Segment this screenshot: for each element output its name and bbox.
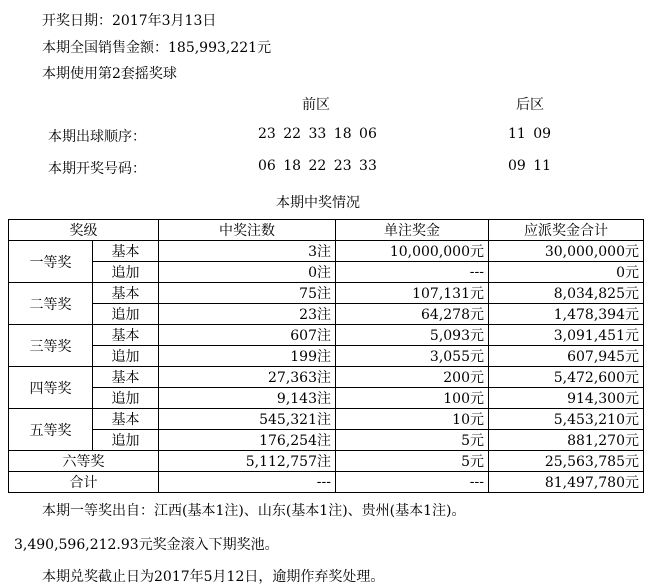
front-zone-label: 前区 — [302, 97, 330, 113]
table-row — [9, 325, 644, 346]
prize-cell: 200元 — [336, 367, 489, 388]
total-cell: 5,472,600元 — [489, 367, 644, 388]
prize-cell: 64,278元 — [336, 304, 489, 325]
sub-cell: 追加 — [93, 388, 159, 409]
ball-set: 本期使用第2套摇奖球 — [42, 66, 177, 82]
total-cell: 81,497,780元 — [489, 472, 644, 493]
header-prize: 单注奖金 — [336, 220, 489, 241]
table-row — [9, 409, 644, 430]
prize-table — [8, 219, 644, 493]
sub-cell: 基本 — [93, 409, 159, 430]
table-row-sixth — [9, 451, 644, 472]
level-cell: 合计 — [9, 472, 159, 493]
prize-cell: 5元 — [336, 451, 489, 472]
count-cell: 9,143注 — [159, 388, 336, 409]
total-cell: 30,000,000元 — [489, 241, 644, 262]
sub-cell: 追加 — [93, 430, 159, 451]
first-prize-origin: 本期一等奖出自：江西(基本1注)、山东(基本1注)、贵州(基本1注)。 — [42, 503, 466, 519]
count-cell: 607注 — [159, 325, 336, 346]
table-row — [9, 304, 644, 325]
back-zone-label: 后区 — [516, 97, 544, 113]
sub-cell: 追加 — [93, 304, 159, 325]
total-cell: 8,034,825元 — [489, 283, 644, 304]
header-level: 奖级 — [9, 220, 159, 241]
prize-cell: 10元 — [336, 409, 489, 430]
total-cell: 5,453,210元 — [489, 409, 644, 430]
count-cell: 3注 — [159, 241, 336, 262]
table-row — [9, 241, 644, 262]
table-row — [9, 430, 644, 451]
prize-cell: 3,055元 — [336, 346, 489, 367]
order-front-numbers: 23 22 33 18 06 — [258, 126, 377, 142]
table-row-sum — [9, 472, 644, 493]
count-cell: 27,363注 — [159, 367, 336, 388]
prize-cell: 5,093元 — [336, 325, 489, 346]
sales-amount: 本期全国销售金额：185,993,221元 — [42, 40, 272, 56]
count-cell: 0注 — [159, 262, 336, 283]
table-row — [9, 346, 644, 367]
sub-cell: 基本 — [93, 241, 159, 262]
table-row — [9, 262, 644, 283]
total-cell: 25,563,785元 — [489, 451, 644, 472]
table-header-row — [9, 220, 644, 241]
rollover-amount: 3,490,596,212.93元奖金滚入下期奖池。 — [14, 537, 279, 553]
total-cell: 914,300元 — [489, 388, 644, 409]
sub-cell: 追加 — [93, 262, 159, 283]
sub-cell: 追加 — [93, 346, 159, 367]
level-cell: 一等奖 — [9, 241, 93, 283]
total-cell: 1,478,394元 — [489, 304, 644, 325]
count-cell: 23注 — [159, 304, 336, 325]
level-cell: 四等奖 — [9, 367, 93, 409]
header-total: 应派奖金合计 — [489, 220, 644, 241]
table-row — [9, 367, 644, 388]
prize-cell: 107,131元 — [336, 283, 489, 304]
winning-back-numbers: 09 11 — [508, 158, 552, 174]
order-back-numbers: 11 09 — [508, 126, 552, 142]
level-cell: 五等奖 — [9, 409, 93, 451]
total-cell: 607,945元 — [489, 346, 644, 367]
total-cell: 0元 — [489, 262, 644, 283]
level-cell: 六等奖 — [9, 451, 159, 472]
prize-cell: --- — [336, 472, 489, 493]
claim-deadline: 本期兑奖截止日为2017年5月12日，逾期作弃奖处理。 — [42, 569, 385, 585]
winning-front-numbers: 06 18 22 23 33 — [258, 158, 377, 174]
count-cell: 199注 — [159, 346, 336, 367]
prize-cell: 10,000,000元 — [336, 241, 489, 262]
prize-cell: 5元 — [336, 430, 489, 451]
table-row — [9, 283, 644, 304]
count-cell: 75注 — [159, 283, 336, 304]
count-cell: 5,112,757注 — [159, 451, 336, 472]
sub-cell: 基本 — [93, 283, 159, 304]
numbers-label: 本期开奖号码： — [48, 161, 146, 177]
header-count: 中奖注数 — [159, 220, 336, 241]
level-cell: 二等奖 — [9, 283, 93, 325]
order-label: 本期出球顺序： — [48, 129, 146, 145]
section-title: 本期中奖情况 — [276, 195, 360, 211]
draw-date: 开奖日期：2017年3月13日 — [42, 13, 217, 29]
count-cell: 545,321注 — [159, 409, 336, 430]
sub-cell: 基本 — [93, 325, 159, 346]
level-cell: 三等奖 — [9, 325, 93, 367]
sub-cell: 基本 — [93, 367, 159, 388]
count-cell: 176,254注 — [159, 430, 336, 451]
prize-cell: 100元 — [336, 388, 489, 409]
total-cell: 881,270元 — [489, 430, 644, 451]
count-cell: --- — [159, 472, 336, 493]
total-cell: 3,091,451元 — [489, 325, 644, 346]
table-row — [9, 388, 644, 409]
prize-cell: --- — [336, 262, 489, 283]
